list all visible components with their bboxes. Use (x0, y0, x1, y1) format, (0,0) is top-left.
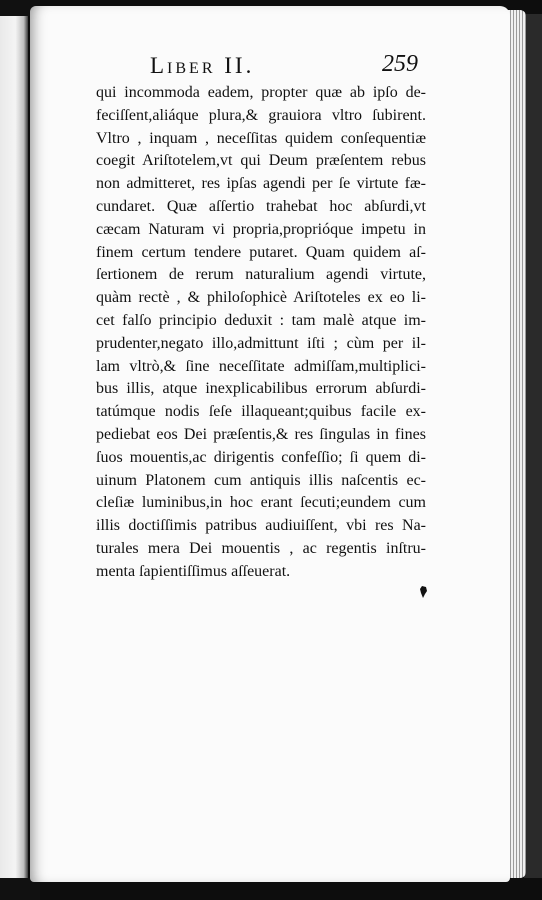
text-line: quàm rectè , & philoſophicè Ariſtoteles ex eo li- (96, 289, 426, 307)
body-text (96, 82, 426, 584)
text-line: turales mera Dei mouentis , ac regentis inſtru- (96, 539, 426, 557)
facing-page-edge (0, 0, 28, 900)
text-line: coegit Ariſtotelem,vt qui Deum præſentem rebus (96, 152, 426, 170)
text-line: cleſiæ luminibus,in hoc erant ſecuti;eundem cum (96, 494, 426, 512)
text-line: finem certum tendere putaret. Quam quidem aſ- (96, 243, 426, 261)
text-line: cet falſo principio deduxit : tam malè atque im- (96, 311, 426, 329)
text-line: tatúmque nodis ſeſe illaqueant;quibus facile ex- (96, 403, 426, 421)
text-line: Vltro , inquam , neceſſitas quidem conſequentiæ (96, 129, 426, 147)
text-line: illis doctiſſimis patribus audiuiſſent, vbi res Na- (96, 517, 426, 535)
scan-border-right (524, 14, 542, 878)
running-head: Liber II. (150, 53, 255, 78)
text-line: lam vltrò,& ſine neceſſitate admiſſam,multiplici- (96, 357, 426, 375)
text-line: non admitteret, res ipſas agendi per ſe virtute fæ- (96, 175, 426, 193)
text-line: cundaret. Quæ aſſertio trahebat hoc abſurdi,vt (96, 197, 426, 215)
text-line: prudenter,negato illo,admittunt iſti ; cùm per il- (96, 334, 426, 352)
text-line: feciſſent,aliáque plura,& grauiora vltro ſubirent. (96, 106, 426, 124)
text-line: menta ſapientiſſimus aſſeuerat. (96, 562, 291, 580)
text-line: bus illis, atque inexplicabilibus errorum abſurdi- (96, 380, 426, 398)
ink-blot-mark (420, 586, 428, 598)
text-line: qui incommoda eadem, propter quæ ab ipſo de- (96, 84, 426, 101)
text-line: pediebat eos Dei præſentis,& res ſingulas in fines (96, 425, 426, 443)
page-number: 259 (382, 51, 418, 77)
page-edge-stack (508, 10, 526, 878)
text-line: cæcam Naturam vi propria,proprióque impetu in (96, 220, 426, 238)
text-line: uinum Platonem cum antiquis illis naſcentis ec- (96, 471, 426, 489)
text-line: ſertionem de rerum naturalium agendi virtute, (96, 266, 426, 284)
text-line: ſuos mouentis,ac dirigentis confeſſio; ſi quem di- (96, 448, 426, 466)
